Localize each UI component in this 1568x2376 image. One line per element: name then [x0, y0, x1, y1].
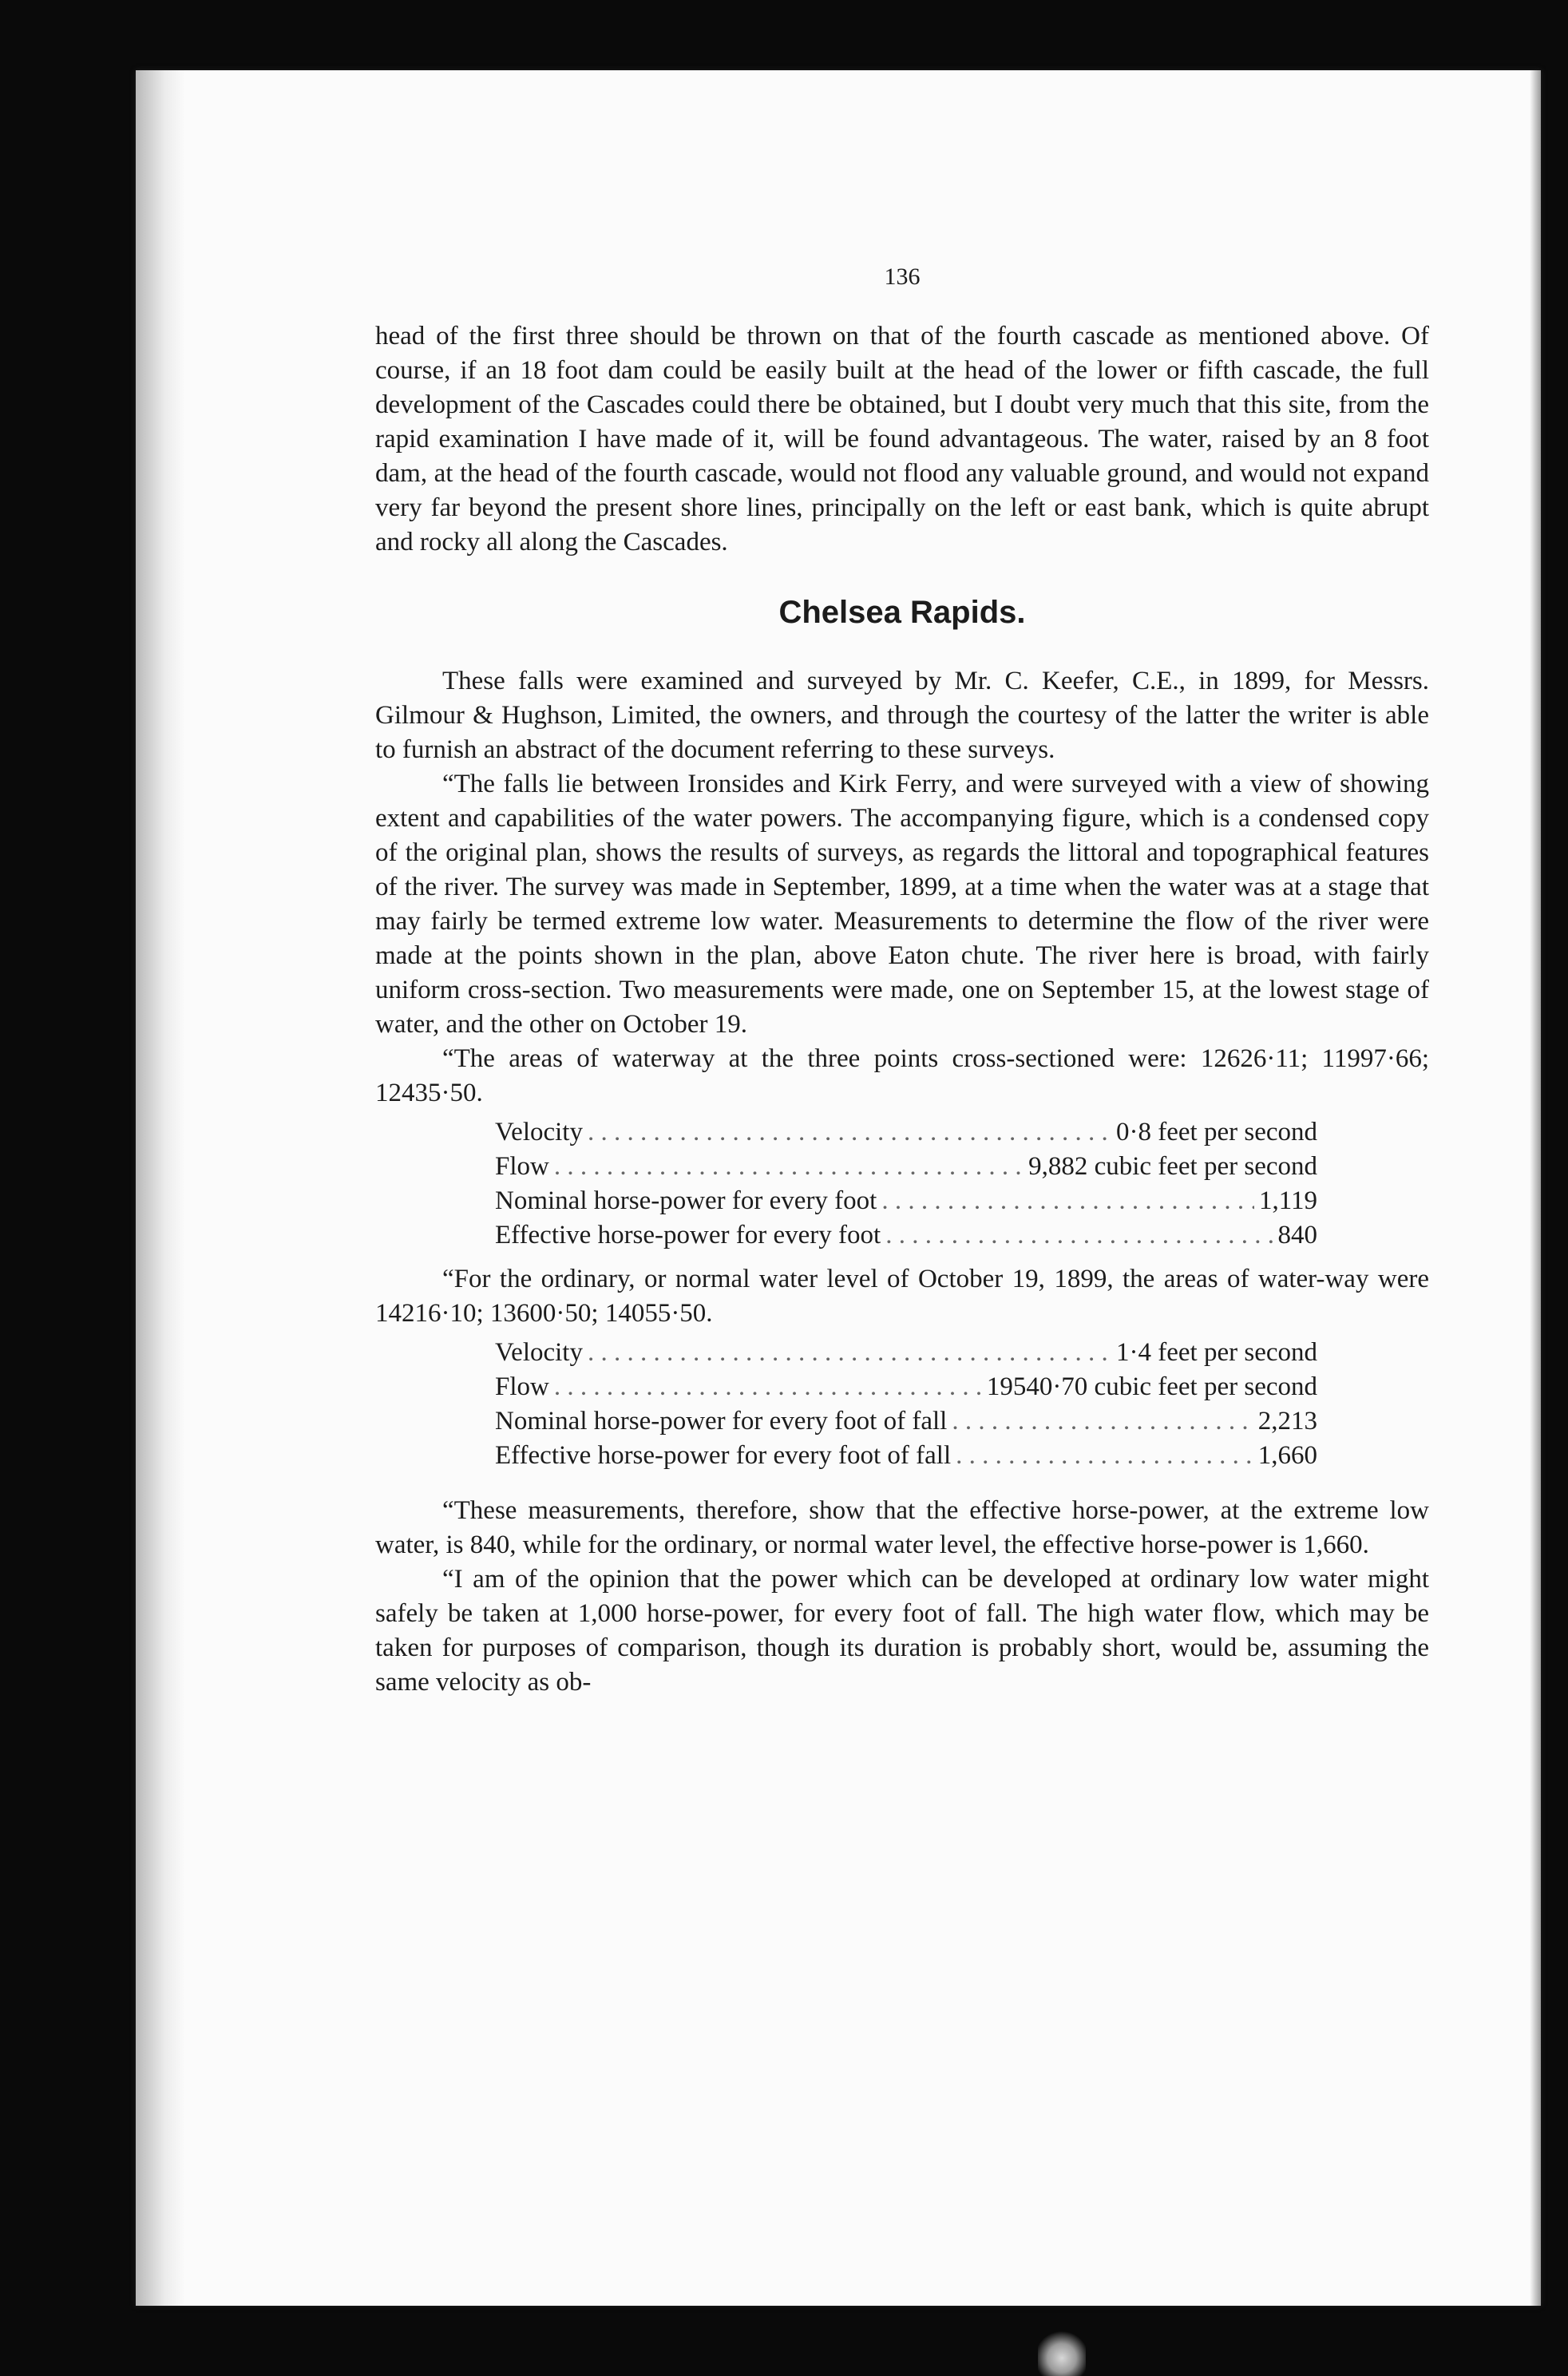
- paragraph-intro: These falls were examined and surveyed by Mr. C. Keefer, C.E., in 1899, for Messrs. Gilmour & Hughson, Limited, the owners, and through the courtesy of the latter the writer is able to furnish an abstract of the document referring to these surveys.: [375, 667, 1429, 764]
- dot-leader: [956, 1439, 1253, 1473]
- row-value: 0·8 feet per second: [1116, 1118, 1317, 1146]
- paragraph-areas-normal: “For the ordinary, or normal water level of October 19, 1899, the areas of water-way were 14216·10; 13600·50; 14055·50.: [375, 1265, 1429, 1328]
- paragraph-cascades: head of the first three should be thrown on that of the fourth cascade as mentioned above. Of course, if an 18 foot dam could be easily built at the head of the lower or fifth cascade, the full development of the Cascades could there be obtained, but I doubt very much that this site, from the rapid examination I have made of it, will be found advantageous. The water, raised by an 8 foot dam, at the head of the fourth cascade, would not flood any valuable ground, and would not expand very far beyond the present shore lines, principally on the left or east bank, which is quite abrupt and rocky all along the Cascades.: [375, 322, 1429, 556]
- paragraph-conclusion: “These measurements, therefore, show that the effective horse-power, at the extreme low water, is 840, while for the ordinary, or normal water level, the effective horse-power is 1,660.: [375, 1496, 1429, 1559]
- dot-leader: [885, 1218, 1273, 1253]
- dot-leader: [952, 1404, 1253, 1439]
- row-value: 840: [1277, 1221, 1317, 1249]
- row-value: 1,119: [1258, 1186, 1317, 1215]
- row-label: Velocity: [495, 1338, 583, 1367]
- dot-leader: [554, 1150, 1024, 1184]
- row-label: Flow: [495, 1372, 549, 1401]
- page-edge-shadow: [1530, 70, 1541, 2306]
- paragraph-areas-low: “The areas of waterway at the three points cross-sectioned were: 12626·11; 11997·66; 12435·50.: [375, 1044, 1429, 1107]
- dot-leader: [881, 1184, 1254, 1218]
- table-row: [495, 1184, 1317, 1218]
- table-row: [495, 1218, 1317, 1253]
- row-label: Nominal horse-power for every foot of fall: [495, 1407, 948, 1436]
- low-water-table: [495, 1115, 1317, 1253]
- row-value: 2,213: [1257, 1407, 1317, 1436]
- page-gutter-shadow: [136, 70, 185, 2306]
- dot-leader: [588, 1336, 1111, 1370]
- table-row: [495, 1115, 1317, 1150]
- dot-leader: [554, 1370, 982, 1404]
- row-value: 1,660: [1257, 1441, 1317, 1470]
- spacer: [375, 1483, 1429, 1494]
- section-heading: Chelsea Rapids.: [778, 595, 1026, 630]
- table-row: [495, 1370, 1317, 1404]
- row-label: Effective horse-power for every foot: [495, 1221, 881, 1249]
- row-label: Effective horse-power for every foot of fall: [495, 1441, 952, 1470]
- table-row: [495, 1150, 1317, 1184]
- page-number: 136: [884, 263, 921, 290]
- table-row: [495, 1404, 1317, 1439]
- row-value: 19540·70 cubic feet per second: [986, 1372, 1317, 1401]
- page-content: [375, 263, 1429, 1700]
- row-label: Nominal horse-power for every foot: [495, 1186, 877, 1215]
- row-value: 9,882 cubic feet per second: [1028, 1152, 1317, 1181]
- table-row: [495, 1336, 1317, 1370]
- paragraph-survey: “The falls lie between Ironsides and Kirk Ferry, and were surveyed with a view of showing extent and capabilities of the water powers. The accompanying figure, which is a condensed copy of the original plan, shows the results of surveys, as regards the littoral and topographical features of the river. The survey was made in September, 1899, at a time when the water was at a stage that may fairly be termed extreme low water. Measurements to determine the flow of the river were made at the points shown in the plan, above Eaton chute. The river here is broad, with fairly uniform cross-section. Two measurements were made, one on September 15, at the lowest stage of water, and the other on October 19.: [375, 770, 1429, 1039]
- table-row: [495, 1439, 1317, 1473]
- row-label: Velocity: [495, 1118, 583, 1146]
- dot-leader: [588, 1115, 1111, 1150]
- row-label: Flow: [495, 1152, 549, 1181]
- row-value: 1·4 feet per second: [1116, 1338, 1317, 1367]
- scan-artifact: [1038, 2331, 1086, 2376]
- paragraph-opinion: “I am of the opinion that the power which can be developed at ordinary low water might safely be taken at 1,000 horse-power, for every foot of fall. The high water flow, which may be taken for purposes of comparison, though its duration is probably short, would be, assuming the same velocity as ob-: [375, 1565, 1429, 1697]
- normal-water-table: [495, 1336, 1317, 1473]
